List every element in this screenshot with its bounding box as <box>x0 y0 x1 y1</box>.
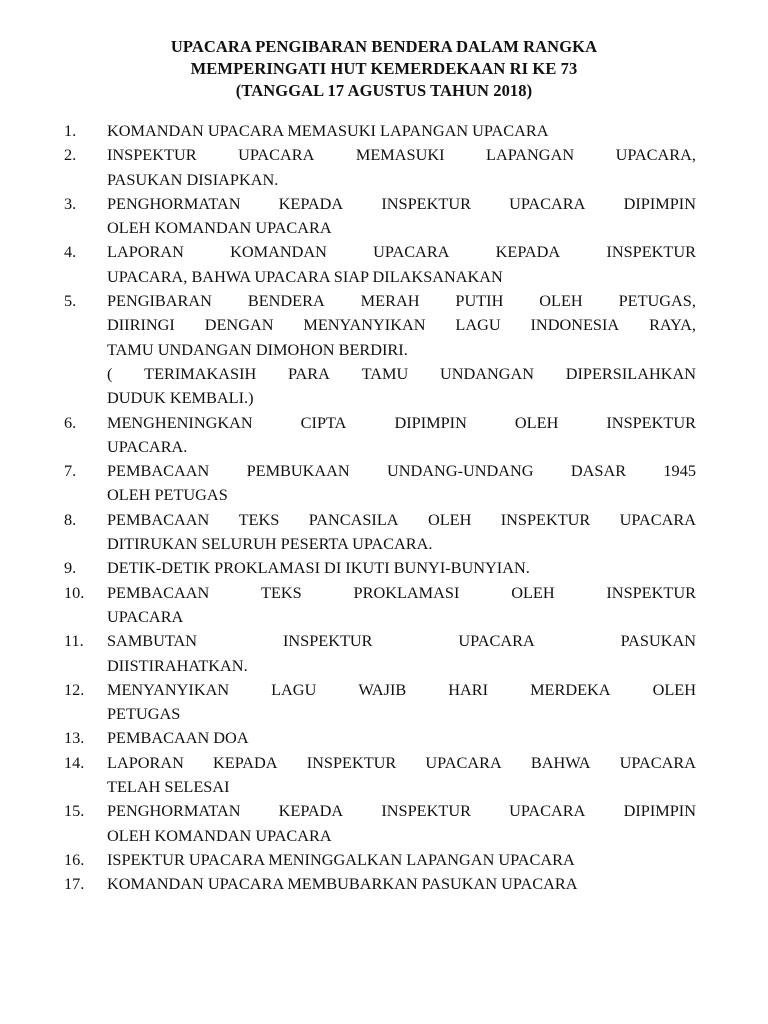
agenda-item-line <box>107 362 696 386</box>
agenda-word: CIPTA <box>300 412 347 432</box>
agenda-word: UPACARA <box>373 242 450 262</box>
agenda-item <box>0 411 768 460</box>
agenda-word: TEKS <box>261 582 302 602</box>
agenda-word: INSPEKTUR <box>606 242 696 262</box>
agenda-item <box>0 848 768 872</box>
agenda-word: PANCASILA <box>308 509 399 529</box>
agenda-word: DIPIMPIN <box>394 412 467 432</box>
agenda-word: TERIMAKASIH <box>144 363 257 383</box>
agenda-item <box>0 240 768 289</box>
agenda-word: PEMBUKAAN <box>246 461 350 481</box>
agenda-word: TAMU <box>361 363 409 383</box>
agenda-item-number: 5. <box>64 291 77 311</box>
agenda-item <box>0 508 768 557</box>
agenda-word: LAGU <box>271 679 317 699</box>
agenda-word: DIIRINGI <box>107 315 175 335</box>
agenda-word: TEKS <box>238 509 280 529</box>
agenda-item-number: 8. <box>64 509 77 529</box>
agenda-word: PENGHORMATAN <box>107 193 241 213</box>
agenda-item-line: OLEH KOMANDAN UPACARA <box>107 825 332 845</box>
agenda-item-number: 11. <box>64 631 84 651</box>
agenda-word: KEPADA <box>213 752 278 772</box>
agenda-item <box>0 726 768 750</box>
agenda-item-number: 9. <box>64 558 77 578</box>
agenda-word: OLEH <box>514 412 559 432</box>
agenda-item-line: OLEH KOMANDAN UPACARA <box>107 218 332 238</box>
agenda-word: DENGAN <box>204 315 274 335</box>
agenda-item-text <box>107 678 696 727</box>
title-line: (TANGGAL 17 AGUSTUS TAHUN 2018) <box>235 81 533 100</box>
agenda-item-text <box>107 726 696 750</box>
agenda-item <box>0 629 768 678</box>
document-title <box>0 36 768 102</box>
agenda-word: DIPIMPIN <box>623 193 696 213</box>
agenda-item-number: 17. <box>64 874 85 894</box>
agenda-item <box>0 751 768 800</box>
agenda-word: PUTIH <box>455 291 504 311</box>
agenda-item <box>0 581 768 630</box>
agenda-item-number: 10. <box>64 582 85 602</box>
agenda-item-line: DETIK-DETIK PROKLAMASI DI IKUTI BUNYI-BUNYIAN. <box>107 558 530 578</box>
agenda-word: INSPEKTUR <box>606 412 696 432</box>
agenda-item <box>0 119 768 143</box>
agenda-item-line: DUDUK KEMBALI.) <box>107 388 254 408</box>
agenda-word: KEPADA <box>278 193 344 213</box>
agenda-word: 1945 <box>663 461 696 481</box>
agenda-word: KEPADA <box>495 242 561 262</box>
agenda-item-line: DITIRUKAN SELURUH PESERTA UPACARA. <box>107 534 433 554</box>
agenda-item-text <box>107 848 696 872</box>
agenda-word: LAGU <box>455 315 501 335</box>
agenda-item <box>0 289 768 410</box>
agenda-item-text <box>107 872 696 896</box>
agenda-list <box>0 119 768 897</box>
agenda-item-text <box>107 240 696 289</box>
agenda-item-number: 14. <box>64 752 85 772</box>
agenda-item-line: PETUGAS <box>107 704 181 724</box>
agenda-word: MENGHENINGKAN <box>107 412 253 432</box>
agenda-item-number: 1. <box>64 121 77 140</box>
agenda-word: INSPEKTUR <box>282 631 373 651</box>
agenda-word: OLEH <box>511 582 555 602</box>
agenda-word: KEPADA <box>278 801 344 821</box>
agenda-item-line: PASUKAN DISIAPKAN. <box>107 169 279 189</box>
agenda-item-line: UPACARA, BAHWA UPACARA SIAP DILAKSANAKAN <box>107 266 503 286</box>
agenda-item-line: UPACARA. <box>107 436 188 456</box>
agenda-word: UPACARA <box>509 193 586 213</box>
agenda-word: WAJIB <box>358 679 407 699</box>
agenda-item-number: 4. <box>64 242 77 262</box>
agenda-word: MEMASUKI <box>355 145 445 165</box>
agenda-item-line <box>107 192 696 216</box>
agenda-word: UPACARA <box>238 145 315 165</box>
agenda-item-line <box>107 240 696 264</box>
agenda-item-number: 16. <box>64 849 85 869</box>
agenda-word: PEMBACAAN <box>107 509 210 529</box>
agenda-word: OLEH <box>427 509 472 529</box>
agenda-word: PENGHORMATAN <box>107 801 241 821</box>
agenda-word: LAPORAN <box>107 752 184 772</box>
agenda-word: BAHWA <box>530 752 591 772</box>
agenda-word: INSPEKTUR <box>381 193 471 213</box>
agenda-word: KOMANDAN <box>230 242 327 262</box>
agenda-item-line: KOMANDAN UPACARA MEMASUKI LAPANGAN UPACARA <box>107 121 549 140</box>
agenda-item-line <box>107 629 696 653</box>
agenda-item-line <box>107 143 696 167</box>
agenda-item-line <box>107 411 696 435</box>
agenda-word: UPACARA <box>619 752 696 772</box>
agenda-item-text <box>107 119 696 143</box>
agenda-item-text <box>107 556 696 580</box>
agenda-word: UNDANGAN <box>439 363 535 383</box>
agenda-word: INDONESIA <box>530 315 620 335</box>
agenda-word: UPACARA <box>619 509 696 529</box>
agenda-word: INSPEKTUR <box>306 752 397 772</box>
agenda-word: PEMBACAAN <box>107 461 210 481</box>
agenda-item-text <box>107 508 696 557</box>
agenda-item-line <box>107 313 696 337</box>
agenda-item-line <box>107 581 696 605</box>
agenda-word: UNDANG-UNDANG <box>387 461 534 481</box>
agenda-word: INSPEKTUR <box>606 582 696 602</box>
agenda-word: INSPEKTUR <box>381 801 471 821</box>
agenda-item-text <box>107 289 696 410</box>
agenda-word: ( <box>107 363 113 383</box>
agenda-item-number: 15. <box>64 801 85 821</box>
agenda-word: UPACARA, <box>615 145 696 165</box>
agenda-item-text <box>107 751 696 800</box>
agenda-item <box>0 459 768 508</box>
agenda-item-number: 13. <box>64 728 85 748</box>
title-line: MEMPERINGATI HUT KEMERDEKAAN RI KE 73 <box>190 59 578 78</box>
agenda-item-number: 7. <box>64 461 77 481</box>
agenda-item <box>0 192 768 241</box>
agenda-item-line <box>107 459 696 483</box>
agenda-item-text <box>107 143 696 192</box>
agenda-item-text <box>107 411 696 460</box>
agenda-item <box>0 872 768 896</box>
agenda-word: SAMBUTAN <box>107 631 198 651</box>
agenda-word: HARI <box>448 679 489 699</box>
agenda-word: BENDERA <box>247 291 325 311</box>
agenda-item <box>0 556 768 580</box>
agenda-item-line: ISPEKTUR UPACARA MENINGGALKAN LAPANGAN UPACARA <box>107 849 575 869</box>
agenda-word: MERAH <box>360 291 420 311</box>
title-line: UPACARA PENGIBARAN BENDERA DALAM RANGKA <box>170 37 598 56</box>
agenda-item-number: 6. <box>64 412 77 432</box>
agenda-item-line: PEMBACAAN DOA <box>107 728 249 748</box>
agenda-item-line <box>107 799 696 823</box>
agenda-word: DIPERSILAHKAN <box>565 363 696 383</box>
agenda-item-text <box>107 581 696 630</box>
agenda-word: LAPORAN <box>107 242 184 262</box>
agenda-word: UPACARA <box>458 631 535 651</box>
agenda-item-number: 2. <box>64 145 77 165</box>
agenda-word: MERDEKA <box>530 679 611 699</box>
agenda-word: PASUKAN <box>620 631 696 651</box>
agenda-item-text <box>107 799 696 848</box>
agenda-item-line: UPACARA <box>107 606 184 626</box>
agenda-word: PETUGAS, <box>618 291 696 311</box>
agenda-item-text <box>107 459 696 508</box>
agenda-item-line: DIISTIRAHATKAN. <box>107 655 248 675</box>
agenda-word: PARA <box>287 363 330 383</box>
agenda-item <box>0 678 768 727</box>
agenda-word: INSPEKTUR <box>107 145 197 165</box>
agenda-item-line <box>107 751 696 775</box>
agenda-word: OLEH <box>652 679 696 699</box>
agenda-item-line: KOMANDAN UPACARA MEMBUBARKAN PASUKAN UPACARA <box>107 874 578 894</box>
agenda-item-text <box>107 192 696 241</box>
agenda-word: UPACARA <box>509 801 586 821</box>
agenda-item <box>0 143 768 192</box>
agenda-word: DASAR <box>570 461 627 481</box>
agenda-item-line <box>107 289 696 313</box>
agenda-item-number: 12. <box>64 679 85 699</box>
agenda-item-line: OLEH PETUGAS <box>107 485 228 505</box>
agenda-item <box>0 799 768 848</box>
agenda-word: PEMBACAAN <box>107 582 210 602</box>
agenda-word: MENYANYIKAN <box>303 315 426 335</box>
agenda-word: INSPEKTUR <box>500 509 591 529</box>
agenda-item-number: 3. <box>64 193 77 213</box>
agenda-item-line <box>107 678 696 702</box>
agenda-word: UPACARA <box>425 752 502 772</box>
agenda-word: PROKLAMASI <box>353 582 460 602</box>
agenda-word: DIPIMPIN <box>623 801 696 821</box>
agenda-word: RAYA, <box>649 315 696 335</box>
agenda-word: LAPANGAN <box>486 145 575 165</box>
agenda-item-line: TELAH SELESAI <box>107 777 230 797</box>
agenda-word: MENYANYIKAN <box>107 679 230 699</box>
agenda-item-line <box>107 508 696 532</box>
agenda-item-line: TAMU UNDANGAN DIMOHON BERDIRI. <box>107 339 408 359</box>
agenda-word: PENGIBARAN <box>107 291 212 311</box>
agenda-item-text <box>107 629 696 678</box>
agenda-word: OLEH <box>539 291 583 311</box>
